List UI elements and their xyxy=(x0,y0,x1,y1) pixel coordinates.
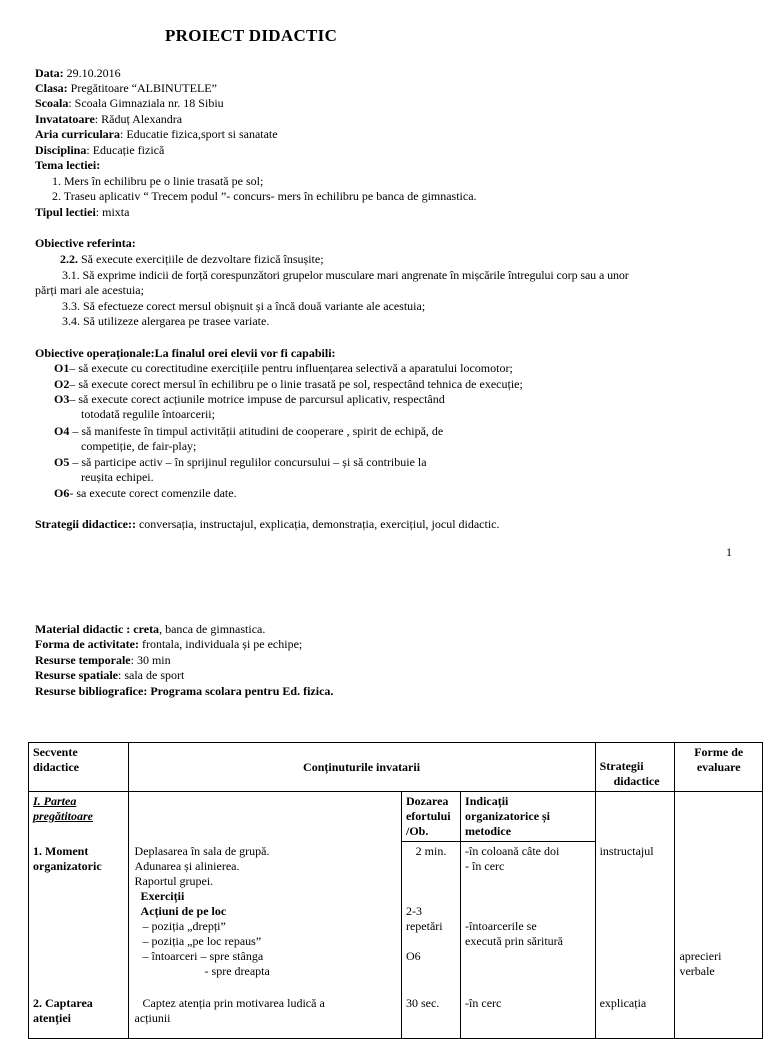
lesson-type-value: : mixta xyxy=(95,205,130,219)
row-content-attention-capture: Captez atenția prin motivarea ludică a acțiunii xyxy=(128,994,401,1039)
table-row-organizational-moment xyxy=(29,842,763,994)
document-title: PROIECT DIDACTIC xyxy=(165,26,338,45)
content-cell-empty xyxy=(128,792,401,842)
row-dosage-attention-capture: 30 sec. xyxy=(401,994,460,1039)
curricular-area-label: Aria curriculara xyxy=(35,127,120,141)
lesson-theme-item-1: 1. Mers în echilibru pe o linie trasată pe sol; xyxy=(52,174,264,188)
page-number: 1 xyxy=(726,545,732,559)
space-resources-label: Resurse spatiale xyxy=(35,668,118,682)
row-evaluation-attention-capture xyxy=(675,994,763,1039)
strategies-cell-empty xyxy=(595,792,675,842)
operational-objectives-heading: Obiective operaționale:La finalul orei elevii vor fi capabili: xyxy=(35,346,336,360)
class-line xyxy=(35,81,217,97)
school-label: Scoala xyxy=(35,96,69,110)
reference-objective-1-text: Să execute exercițiile de dezvoltare fizică însușite; xyxy=(81,252,324,266)
activity-form-line xyxy=(35,637,302,653)
header-strategies: Strategii didactice xyxy=(595,743,675,792)
reference-objectives-heading: Obiective referinta: xyxy=(35,236,136,250)
reference-objective-2-line2: părți mari ale acestuia; xyxy=(35,283,144,297)
row-title-organizational-moment: 1. Moment organizatoric xyxy=(29,842,129,994)
subheader-organizational-indications: Indicații organizatorice și metodice xyxy=(461,792,596,842)
header-didactic-sequences: Secvente didactice xyxy=(29,743,129,792)
discipline-line xyxy=(35,143,164,159)
activity-form-label: Forma de activitate: xyxy=(35,637,139,651)
reference-objective-1-number: 2.2. xyxy=(60,252,78,266)
row-content-organizational-moment: Deplasarea în sala de grupă. Adunarea și alinierea. Raportul grupei. Exerciții Acțiuni de pe loc – poziția „drepți” – poziția „pe loc repaus” – întoarceri – spre stânga - spre dreapta xyxy=(128,842,401,994)
objective-text: – să execute corect mersul în echilibru pe o linie trasată pe sol, respectând tehnica de execuție; xyxy=(69,377,523,391)
header-evaluation-forms: Forme de evaluare xyxy=(675,743,763,792)
subheader-effort-dosage: Dozarea efortului /Ob. xyxy=(401,792,460,842)
objective-code: O4 xyxy=(54,424,70,438)
operational-objective-o5-line2: reușita echipei. xyxy=(81,470,154,484)
time-resources-line xyxy=(35,653,171,669)
table-row-subheader xyxy=(29,792,763,842)
reference-objective-4: 3.4. Să utilizeze alergarea pe trasee variate. xyxy=(62,314,270,328)
objective-text: - sa execute corect comenzile date. xyxy=(69,486,237,500)
objective-code: O6 xyxy=(54,486,70,500)
row-strategies-attention-capture: explicația xyxy=(595,994,675,1039)
discipline-value: : Educație fizică xyxy=(86,143,165,157)
teacher-line xyxy=(35,112,182,128)
time-resources-value: : 30 min xyxy=(130,653,171,667)
row-indications-organizational-moment: -în coloană câte doi - în cerc -întoarcerile se execută prin săritură xyxy=(461,842,596,994)
date-value: 29.10.2016 xyxy=(66,66,121,80)
table-row-attention-capture xyxy=(29,994,763,1039)
operational-objective-o4-line2: competiție, de fair-play; xyxy=(81,439,197,453)
class-label: Clasa: xyxy=(35,81,68,95)
reference-objective-2-line1: 3.1. Să exprime indicii de forță corespunzători grupelor musculare mari angrenate în mișcările întregului corp sau a unor xyxy=(62,268,629,282)
curricular-area-value: : Educatie fizica,sport si sanatate xyxy=(119,127,278,141)
objective-text: – să execute corect acțiunile motrice impuse de parcursul aplicativ, respectând xyxy=(69,392,445,406)
date-label: Data: xyxy=(35,66,64,80)
teacher-label: Invatatoare xyxy=(35,112,95,126)
strategies-label: Strategii didactice:: xyxy=(35,517,136,531)
class-value: Pregătitoare “ALBINUTELE” xyxy=(70,81,217,95)
school-value: : Scoala Gimnaziala nr. 18 Sibiu xyxy=(68,96,224,110)
lesson-theme-label: Tema lectiei: xyxy=(35,158,101,172)
lesson-theme-item-2: 2. Traseu aplicativ “ Trecem podul ”- concurs- mers în echilibru pe banca de gimnastica. xyxy=(52,189,477,203)
space-resources-value: : sala de sport xyxy=(118,668,185,682)
objective-code: O1 xyxy=(54,361,70,375)
header-learning-contents: Conținuturile invatarii xyxy=(128,743,595,792)
teacher-value: : Răduț Alexandra xyxy=(94,112,183,126)
strategies-value: conversația, instructajul, explicația, demonstrația, exercițiul, jocul didactic. xyxy=(135,517,500,531)
operational-objective-o2 xyxy=(54,377,523,393)
objective-text: – să participe activ – în sprijinul regulilor concursului – și să contribuie la xyxy=(69,455,427,469)
school-line xyxy=(35,96,224,112)
space-resources-line xyxy=(35,668,184,684)
row-evaluation-organizational-moment: aprecieri verbale xyxy=(675,842,763,994)
strategies-line xyxy=(35,517,500,533)
bibliographic-resources: Resurse bibliografice: Programa scolara pentru Ed. fizica. xyxy=(35,684,334,698)
row-title-attention-capture: 2. Captarea atenției xyxy=(29,994,129,1039)
material-value: , banca de gimnastica. xyxy=(159,622,266,636)
objective-text: – să execute cu corectitudine exercițiile pentru influențarea selectivă a aparatului locomotor; xyxy=(69,361,513,375)
material-line xyxy=(35,622,265,638)
activity-form-value: frontala, individuala și pe echipe; xyxy=(138,637,303,651)
evaluation-cell-empty xyxy=(675,792,763,842)
objective-code: O2 xyxy=(54,377,70,391)
objective-code: O3 xyxy=(54,392,70,406)
row-dosage-organizational-moment: 2 min. 2-3 repetări O6 xyxy=(401,842,460,994)
curricular-area-line xyxy=(35,127,278,143)
date-line xyxy=(35,66,121,82)
objective-code: O5 xyxy=(54,455,70,469)
discipline-label: Disciplina xyxy=(35,143,87,157)
reference-objective-1 xyxy=(60,252,324,268)
material-label: Material didactic : creta xyxy=(35,622,160,636)
operational-objective-o1 xyxy=(54,361,513,377)
operational-objective-o5 xyxy=(54,455,427,471)
row-strategies-organizational-moment: instructajul xyxy=(595,842,675,994)
lesson-table xyxy=(28,742,763,1039)
operational-objective-o6 xyxy=(54,486,237,502)
lesson-type-label: Tipul lectiei xyxy=(35,205,96,219)
operational-objective-o4 xyxy=(54,424,443,440)
lesson-type-line xyxy=(35,205,129,221)
table-header-row xyxy=(29,743,763,792)
row-indications-attention-capture: -în cerc xyxy=(461,994,596,1039)
time-resources-label: Resurse temporale xyxy=(35,653,131,667)
section-preparatory-part: I. Partea pregătitoare xyxy=(29,792,129,842)
reference-objective-3: 3.3. Să efectueze corect mersul obișnuit și a încă două variante ale acestuia; xyxy=(62,299,426,313)
objective-text: – să manifeste în timpul activității atitudini de cooperare , spirit de echipă, de xyxy=(69,424,444,438)
operational-objective-o3-line2: totodată regulile întoarcerii; xyxy=(81,407,215,421)
operational-objective-o3 xyxy=(54,392,445,408)
